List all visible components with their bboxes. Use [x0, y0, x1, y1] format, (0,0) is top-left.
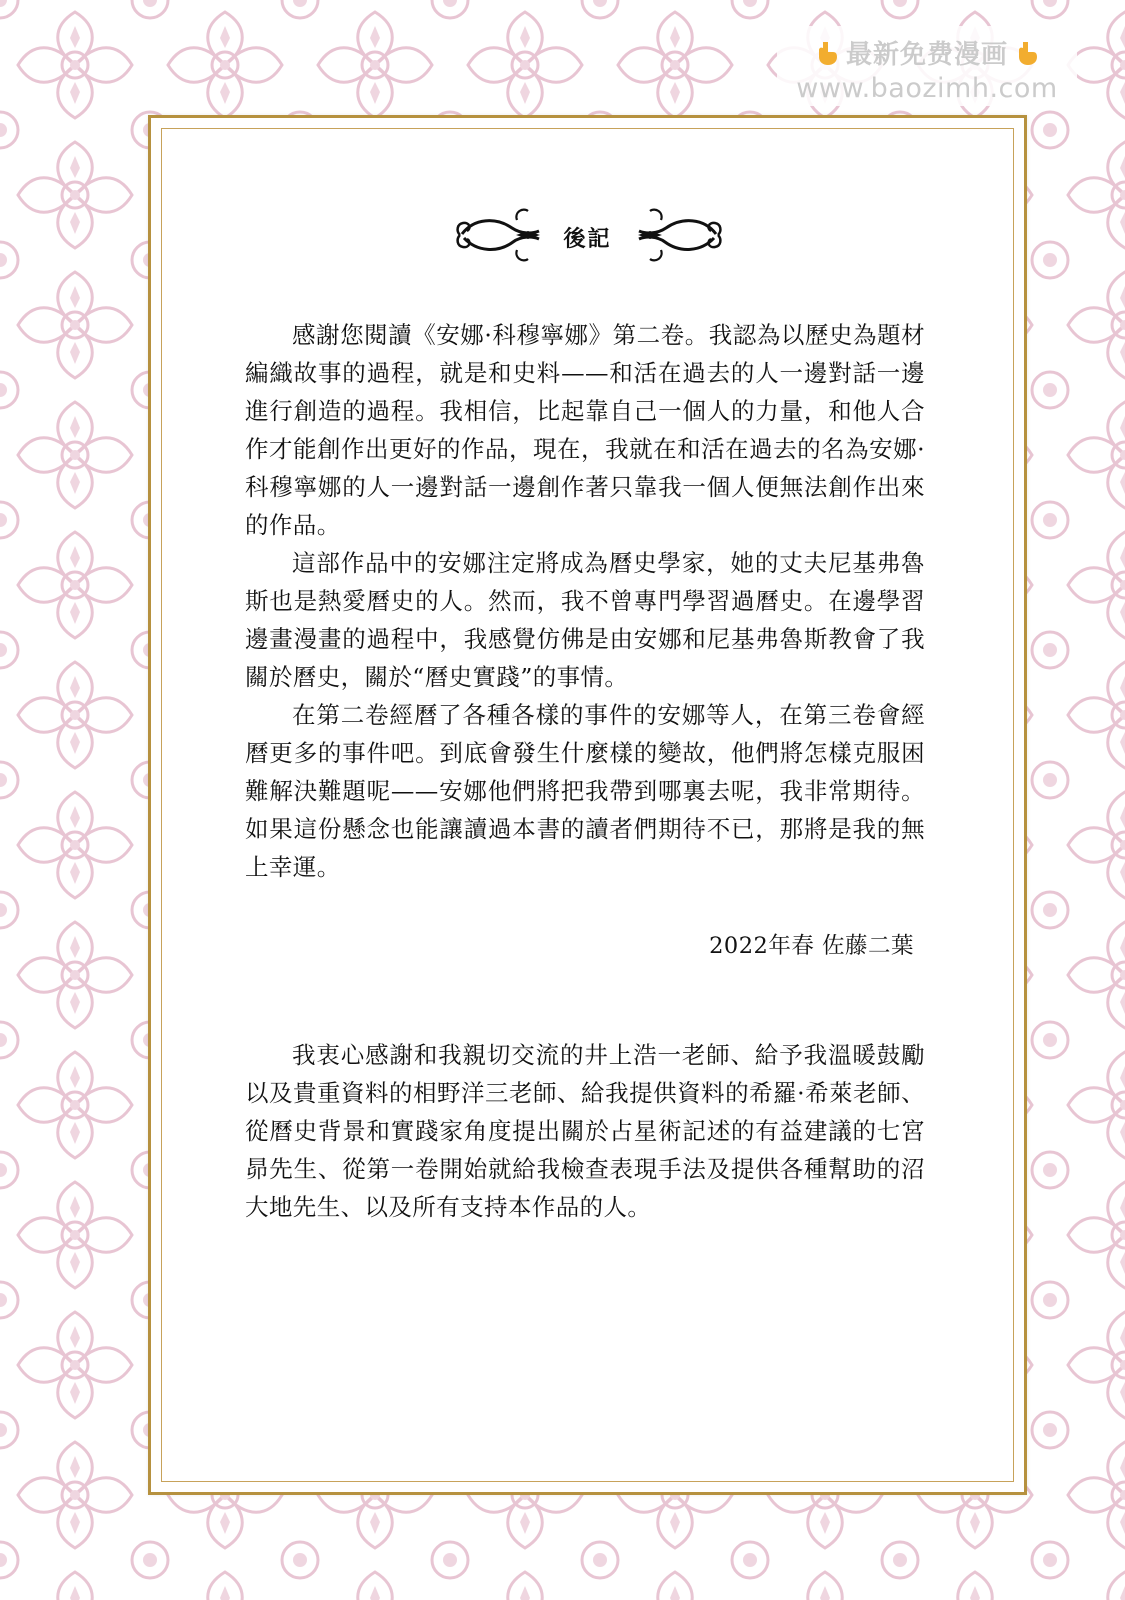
- page-title: 後記: [563, 226, 612, 252]
- right-flourish-icon: [636, 200, 724, 270]
- afterword-body: [245, 316, 925, 886]
- acknowledgement-paragraph: 我衷心感謝和我親切交流的井上浩一老師、給予我溫暖鼓勵以及貴重資料的相野洋三老師、給我提供資料的希羅·希萊老師、從曆史背景和實踐家角度提出關於占星術記述的有益建議的七宮昴先生、從第一卷開始就給我檢查表現手法及提供各種幫助的沼大地先生、以及所有支持本作品的人。: [245, 1041, 925, 1221]
- afterword-paragraph-3: 在第二卷經曆了各種各樣的事件的安娜等人，在第三卷會經曆更多的事件吧。到底會發生什麼樣的變故，他們將怎樣克服困難解決難題呢——安娜他們將把我帶到哪裏去呢，我非常期待。如果這份懸念也能讓讀過本書的讀者們期待不已，那將是我的無上幸運。: [245, 701, 925, 881]
- watermark-text-1: 最新免费漫画: [845, 40, 1008, 70]
- watermark-badge: [777, 26, 1077, 106]
- afterword-paragraph-2: 這部作品中的安娜注定將成為曆史學家，她的丈夫尼基弗魯斯也是熱愛曆史的人。然而，我不曾專門學習過曆史。在邊學習邊畫漫畫的過程中，我感覺仿佛是由安娜和尼基弗魯斯教會了我關於曆史，關於“曆史實踐”的事情。: [245, 549, 925, 691]
- watermark-url: www.baozimh.com: [796, 73, 1058, 104]
- pointing-hand-icon: [1014, 39, 1040, 67]
- pointing-hand-icon: [814, 39, 840, 67]
- acknowledgement-section: [245, 1036, 925, 1226]
- author-signature: 2022年春 佐藤二葉: [709, 933, 914, 959]
- afterword-paragraph-1: 感謝您閱讀《安娜·科穆寧娜》第二卷。我認為以歷史為題材編織故事的過程，就是和史料——和活在過去的人一邊對話一邊進行創造的過程。我相信，比起靠自己一個人的力量，和他人合作才能創作出更好的作品，現在，我就在和活在過去的名為安娜·科穆寧娜的人一邊對話一邊創作著只靠我一個人便無法創作出來的作品。: [245, 321, 925, 539]
- afterword-frame: [148, 115, 1027, 1495]
- afterword-heading: [151, 200, 1024, 270]
- watermark-line-1: [777, 34, 1077, 71]
